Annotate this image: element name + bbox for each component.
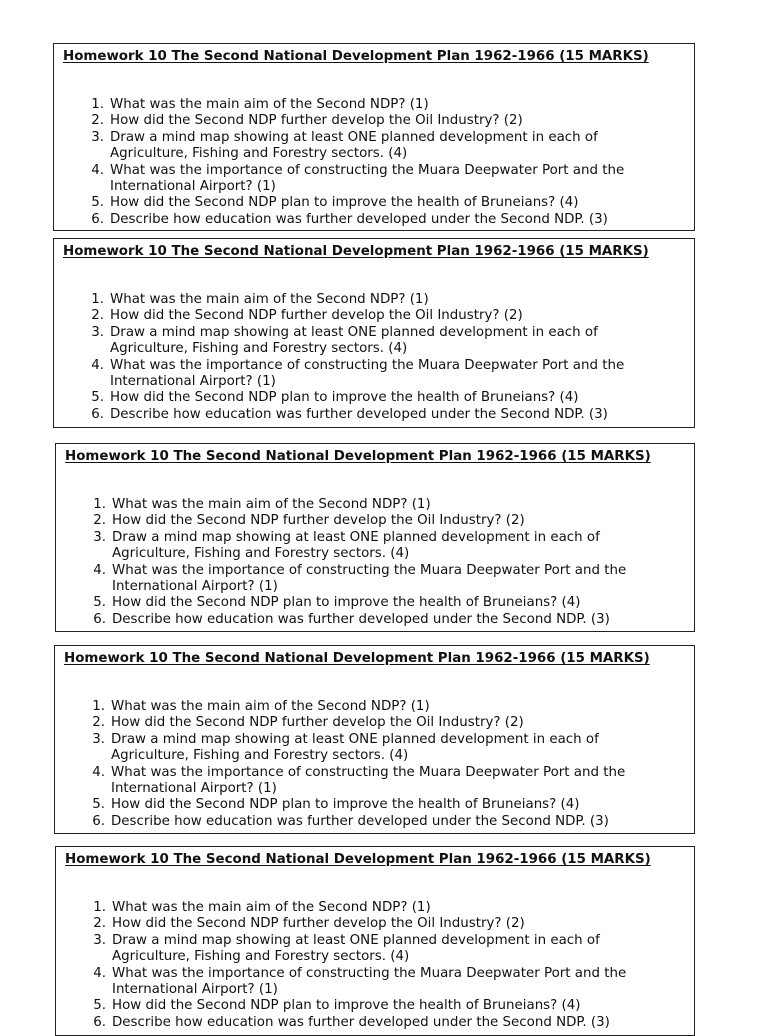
question-number: 1. [93,497,106,512]
question-number: 4. [93,965,106,981]
question-text: What was the main aim of the Second NDP? (1) [110,97,429,112]
question-number: 2. [93,916,106,932]
question-item [54,163,670,196]
question-list [56,497,672,628]
question-list [55,699,671,830]
question-item [54,390,670,406]
question-text: How did the Second NDP further develop the Oil Industry? (2) [111,715,524,731]
question-text: How did the Second NDP plan to improve the health of Bruneians? (4) [112,595,581,611]
question-text: What was the importance of constructing the Muara Deepwater Port and the International Airport? (1) [112,562,627,595]
question-number: 2. [91,113,104,129]
question-item [56,497,672,513]
question-item [56,612,672,628]
question-item [56,916,672,932]
question-item [55,814,671,830]
question-number: 5. [91,195,104,211]
question-item [54,292,670,308]
homework-title: Homework 10 The Second National Development Plan 1962-1966 (15 MARKS) [65,852,651,867]
question-item [54,358,670,391]
question-item [54,195,670,211]
question-number: 6. [93,611,106,627]
question-item [54,113,670,129]
question-text: Describe how education was further developed under the Second NDP. (3) [110,211,608,227]
question-number: 3. [93,932,106,948]
question-number: 3. [91,324,104,340]
question-item [56,530,672,563]
question-item [55,765,671,798]
question-item [56,966,672,999]
question-item [55,699,671,715]
question-number: 3. [93,529,106,545]
question-list [54,97,670,228]
question-number: 3. [92,731,105,747]
question-number: 5. [92,797,105,813]
question-number: 5. [91,390,104,406]
homework-card [54,645,695,834]
question-text: Draw a mind map showing at least ONE planned development in each of Agriculture, Fishing and Forestry sectors. (4) [112,932,600,965]
question-number: 4. [93,562,106,578]
question-text: How did the Second NDP plan to improve the health of Bruneians? (4) [112,998,581,1014]
homework-card [55,846,695,1036]
question-text: How did the Second NDP further develop the Oil Industry? (2) [112,513,525,529]
question-item [55,797,671,813]
question-item [54,130,670,163]
question-item [54,325,670,358]
question-text: What was the importance of constructing the Muara Deepwater Port and the International Airport? (1) [110,357,625,390]
homework-title: Homework 10 The Second National Development Plan 1962-1966 (15 MARKS) [64,651,650,666]
question-text: Draw a mind map showing at least ONE planned development in each of Agriculture, Fishing and Forestry sectors. (4) [111,731,599,764]
question-text: Describe how education was further developed under the Second NDP. (3) [111,813,609,829]
question-number: 4. [91,357,104,373]
question-text: Describe how education was further developed under the Second NDP. (3) [110,406,608,422]
question-number: 6. [92,813,105,829]
question-number: 4. [91,162,104,178]
question-text: What was the importance of constructing the Muara Deepwater Port and the International Airport? (1) [111,764,626,797]
question-item [54,212,670,228]
question-item [56,933,672,966]
question-text: Describe how education was further developed under the Second NDP. (3) [112,611,610,627]
question-number: 1. [92,699,105,714]
question-item [54,308,670,324]
question-text: What was the main aim of the Second NDP? (1) [110,292,429,307]
question-number: 2. [93,513,106,529]
question-text: What was the importance of constructing the Muara Deepwater Port and the International Airport? (1) [112,965,627,998]
question-number: 2. [91,308,104,324]
question-number: 1. [91,292,104,307]
question-number: 5. [93,998,106,1014]
question-text: What was the main aim of the Second NDP? (1) [111,699,430,714]
question-number: 6. [93,1014,106,1030]
question-item [54,407,670,423]
question-text: How did the Second NDP plan to improve the health of Bruneians? (4) [110,390,579,406]
question-text: Draw a mind map showing at least ONE planned development in each of Agriculture, Fishing and Forestry sectors. (4) [110,324,598,357]
question-text: What was the main aim of the Second NDP? (1) [112,497,431,512]
question-text: How did the Second NDP plan to improve the health of Bruneians? (4) [110,195,579,211]
question-text: How did the Second NDP further develop the Oil Industry? (2) [112,916,525,932]
question-item [56,998,672,1014]
question-item [54,97,670,113]
question-item [56,563,672,596]
question-number: 6. [91,211,104,227]
question-item [55,732,671,765]
question-list [56,900,672,1031]
homework-title: Homework 10 The Second National Development Plan 1962-1966 (15 MARKS) [63,49,649,64]
question-number: 4. [92,764,105,780]
homework-title: Homework 10 The Second National Development Plan 1962-1966 (15 MARKS) [65,449,651,464]
question-text: How did the Second NDP further develop the Oil Industry? (2) [110,308,523,324]
question-text: How did the Second NDP plan to improve the health of Bruneians? (4) [111,797,580,813]
question-number: 3. [91,129,104,145]
question-number: 6. [91,406,104,422]
homework-card [55,443,695,632]
question-number: 2. [92,715,105,731]
homework-title: Homework 10 The Second National Development Plan 1962-1966 (15 MARKS) [63,244,649,259]
question-number: 1. [93,900,106,915]
question-text: Describe how education was further developed under the Second NDP. (3) [112,1014,610,1030]
question-text: What was the main aim of the Second NDP? (1) [112,900,431,915]
homework-card [53,43,695,231]
question-number: 1. [91,97,104,112]
question-item [56,595,672,611]
question-list [54,292,670,423]
question-text: Draw a mind map showing at least ONE planned development in each of Agriculture, Fishing and Forestry sectors. (4) [112,529,600,562]
question-item [55,715,671,731]
question-item [56,1015,672,1031]
question-item [56,513,672,529]
question-number: 5. [93,595,106,611]
question-text: Draw a mind map showing at least ONE planned development in each of Agriculture, Fishing and Forestry sectors. (4) [110,129,598,162]
question-text: What was the importance of constructing the Muara Deepwater Port and the International Airport? (1) [110,162,625,195]
question-text: How did the Second NDP further develop the Oil Industry? (2) [110,113,523,129]
question-item [56,900,672,916]
homework-card [53,238,695,428]
